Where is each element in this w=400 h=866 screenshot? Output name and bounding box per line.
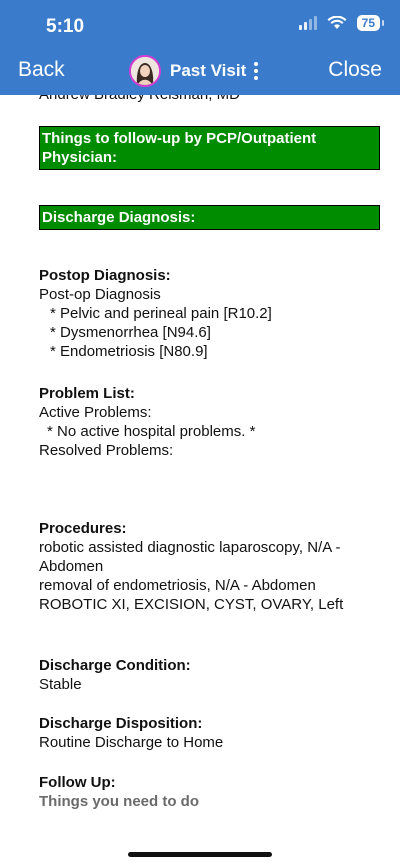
problem-list-heading: Problem List: (39, 385, 135, 402)
postop-subheading: Post-op Diagnosis (39, 286, 161, 303)
follow-up-subheading: Things you need to do (39, 793, 199, 810)
battery-icon: 75 (357, 15, 380, 31)
postop-section (39, 266, 384, 361)
problem-list-section (39, 384, 384, 460)
list-item: * Endometriosis [N80.9] (50, 343, 208, 360)
procedure-line: robotic assisted diagnostic laparoscopy, N/A - (39, 539, 341, 556)
discharge-disposition-value: Routine Discharge to Home (39, 734, 224, 751)
procedures-section (39, 519, 384, 614)
avatar-portrait-icon (131, 57, 159, 85)
list-item: * Dysmenorrhea [N94.6] (50, 324, 211, 341)
wifi-icon (327, 16, 347, 30)
list-item: * No active hospital problems. * (47, 423, 256, 440)
procedure-line: ROBOTIC XI, EXCISION, CYST, OVARY, Left (39, 596, 344, 613)
avatar (129, 55, 161, 87)
follow-up-heading: Follow Up: (39, 774, 116, 791)
discharge-disposition-heading: Discharge Disposition: (39, 715, 203, 732)
discharge-condition-value: Stable (39, 676, 82, 693)
procedure-line: Abdomen (39, 558, 104, 575)
more-options-icon[interactable] (254, 62, 258, 80)
discharge-diagnosis-header: Discharge Diagnosis: (39, 205, 380, 230)
procedures-heading: Procedures: (39, 520, 127, 537)
top-bar (0, 0, 400, 95)
resolved-problems-label: Resolved Problems: (39, 442, 174, 459)
list-item: * Pelvic and perineal pain [R10.2] (50, 305, 272, 322)
back-button[interactable]: Back (18, 58, 65, 81)
followup-pcp-header: Things to follow-up by PCP/Outpatient Physician: (39, 126, 380, 170)
follow-up-section (39, 773, 384, 811)
home-indicator[interactable] (128, 852, 272, 857)
discharge-disposition-section (39, 714, 384, 752)
status-icons (299, 15, 380, 31)
close-button[interactable]: Close (328, 58, 382, 81)
discharge-condition-section (39, 656, 384, 694)
postop-heading: Postop Diagnosis: (39, 267, 171, 284)
status-time: 5:10 (46, 16, 85, 37)
page-title: Past Visit (170, 61, 247, 80)
signal-icon (299, 16, 317, 30)
nav-title-group (129, 55, 258, 87)
procedure-line: removal of endometriosis, N/A - Abdomen (39, 577, 316, 594)
active-problems-label: Active Problems: (39, 404, 152, 421)
discharge-condition-heading: Discharge Condition: (39, 657, 191, 674)
